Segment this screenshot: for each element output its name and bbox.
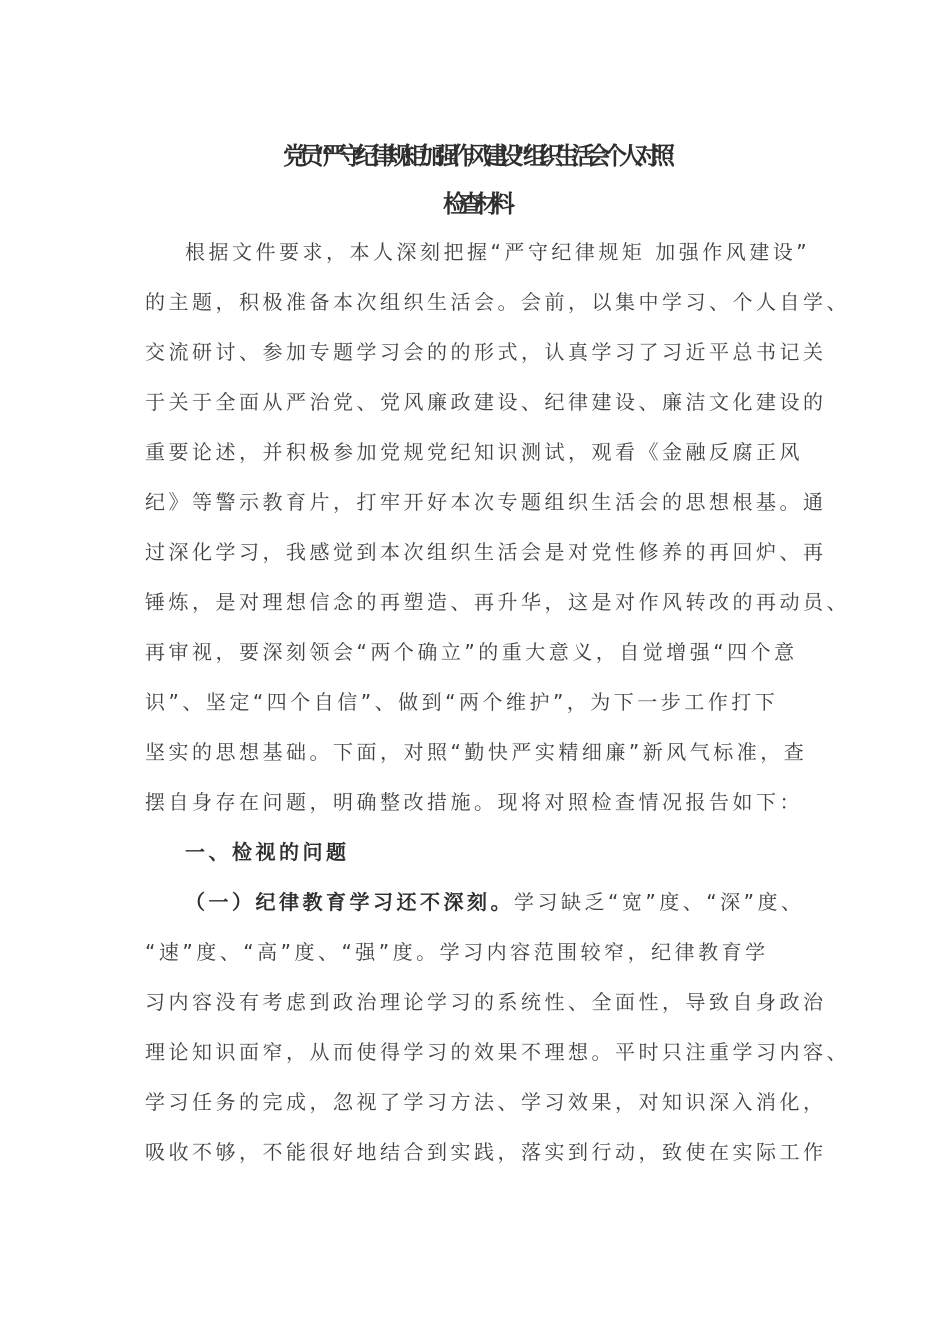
subsection-paragraph-line: 理论知识面窄，从而使得学习的效果不理想。平时只注重学习内容、 — [145, 1040, 850, 1064]
intro-paragraph-line: 过深化学习，我感觉到本次组织生活会是对党性修养的再回炉、再 — [145, 540, 827, 564]
subsection-paragraph-line: 学习任务的完成，忽视了学习方法、学习效果，对知识深入消化， — [145, 1090, 827, 1114]
intro-paragraph-line: 锤炼，是对理想信念的再塑造、再升华，这是对作风转改的再动员、 — [145, 590, 850, 614]
intro-paragraph-line: 坚实的思想基础。下面，对照“勤快严实精细廉”新风气标准，查 — [145, 740, 808, 764]
intro-paragraph-line: 再审视，要深刻领会“两个确立”的重大意义，自觉增强“四个意 — [145, 640, 798, 664]
intro-paragraph-line: 于关于全面从严治党、党风廉政建设、纪律建设、廉洁文化建设的 — [145, 390, 827, 414]
intro-paragraph-line: 重要论述，并积极参加党规党纪知识测试，观看《金融反腐正风 — [145, 440, 803, 464]
subsection-paragraph-line: “速”度、“高”度、“强”度。学习内容范围较窄，纪律教育学 — [145, 940, 769, 964]
intro-paragraph-line: 纪》等警示教育片，打牢开好本次专题组织生活会的思想根基。通 — [145, 490, 827, 514]
section-heading: 一、检视的问题 — [185, 840, 350, 864]
intro-paragraph-line: 的主题，积极准备本次组织生活会。会前，以集中学习、个人自学、 — [145, 290, 850, 314]
intro-paragraph-line: 交流研讨、参加专题学习会的的形式，认真学习了习近平总书记关 — [145, 340, 827, 364]
document-title-line-2: 检查材料 — [443, 190, 507, 218]
intro-paragraph-line: 根据文件要求，本人深刻把握“严守纪律规矩 加强作风建设” — [185, 240, 811, 264]
intro-paragraph-line: 摆自身存在问题，明确整改措施。现将对照检查情况报告如下： — [145, 790, 803, 814]
subsection-heading: （一）纪律教育学习还不深刻。 — [185, 890, 514, 914]
subsection-paragraph-line: 吸收不够，不能很好地结合到实践，落实到行动，致使在实际工作 — [145, 1140, 827, 1164]
subsection-first-line — [185, 888, 804, 916]
subsection-text: 学习缺乏“宽”度、“深”度、 — [514, 890, 805, 914]
document-title-line-1: 党员“严守纪律规矩 加强作风建设”组织生活会个人对照 — [283, 142, 667, 170]
subsection-paragraph-line: 习内容没有考虑到政治理论学习的系统性、全面性，导致自身政治 — [145, 990, 827, 1014]
intro-paragraph-line: 识”、坚定“四个自信”、做到“两个维护”，为下一步工作打下 — [145, 690, 779, 714]
